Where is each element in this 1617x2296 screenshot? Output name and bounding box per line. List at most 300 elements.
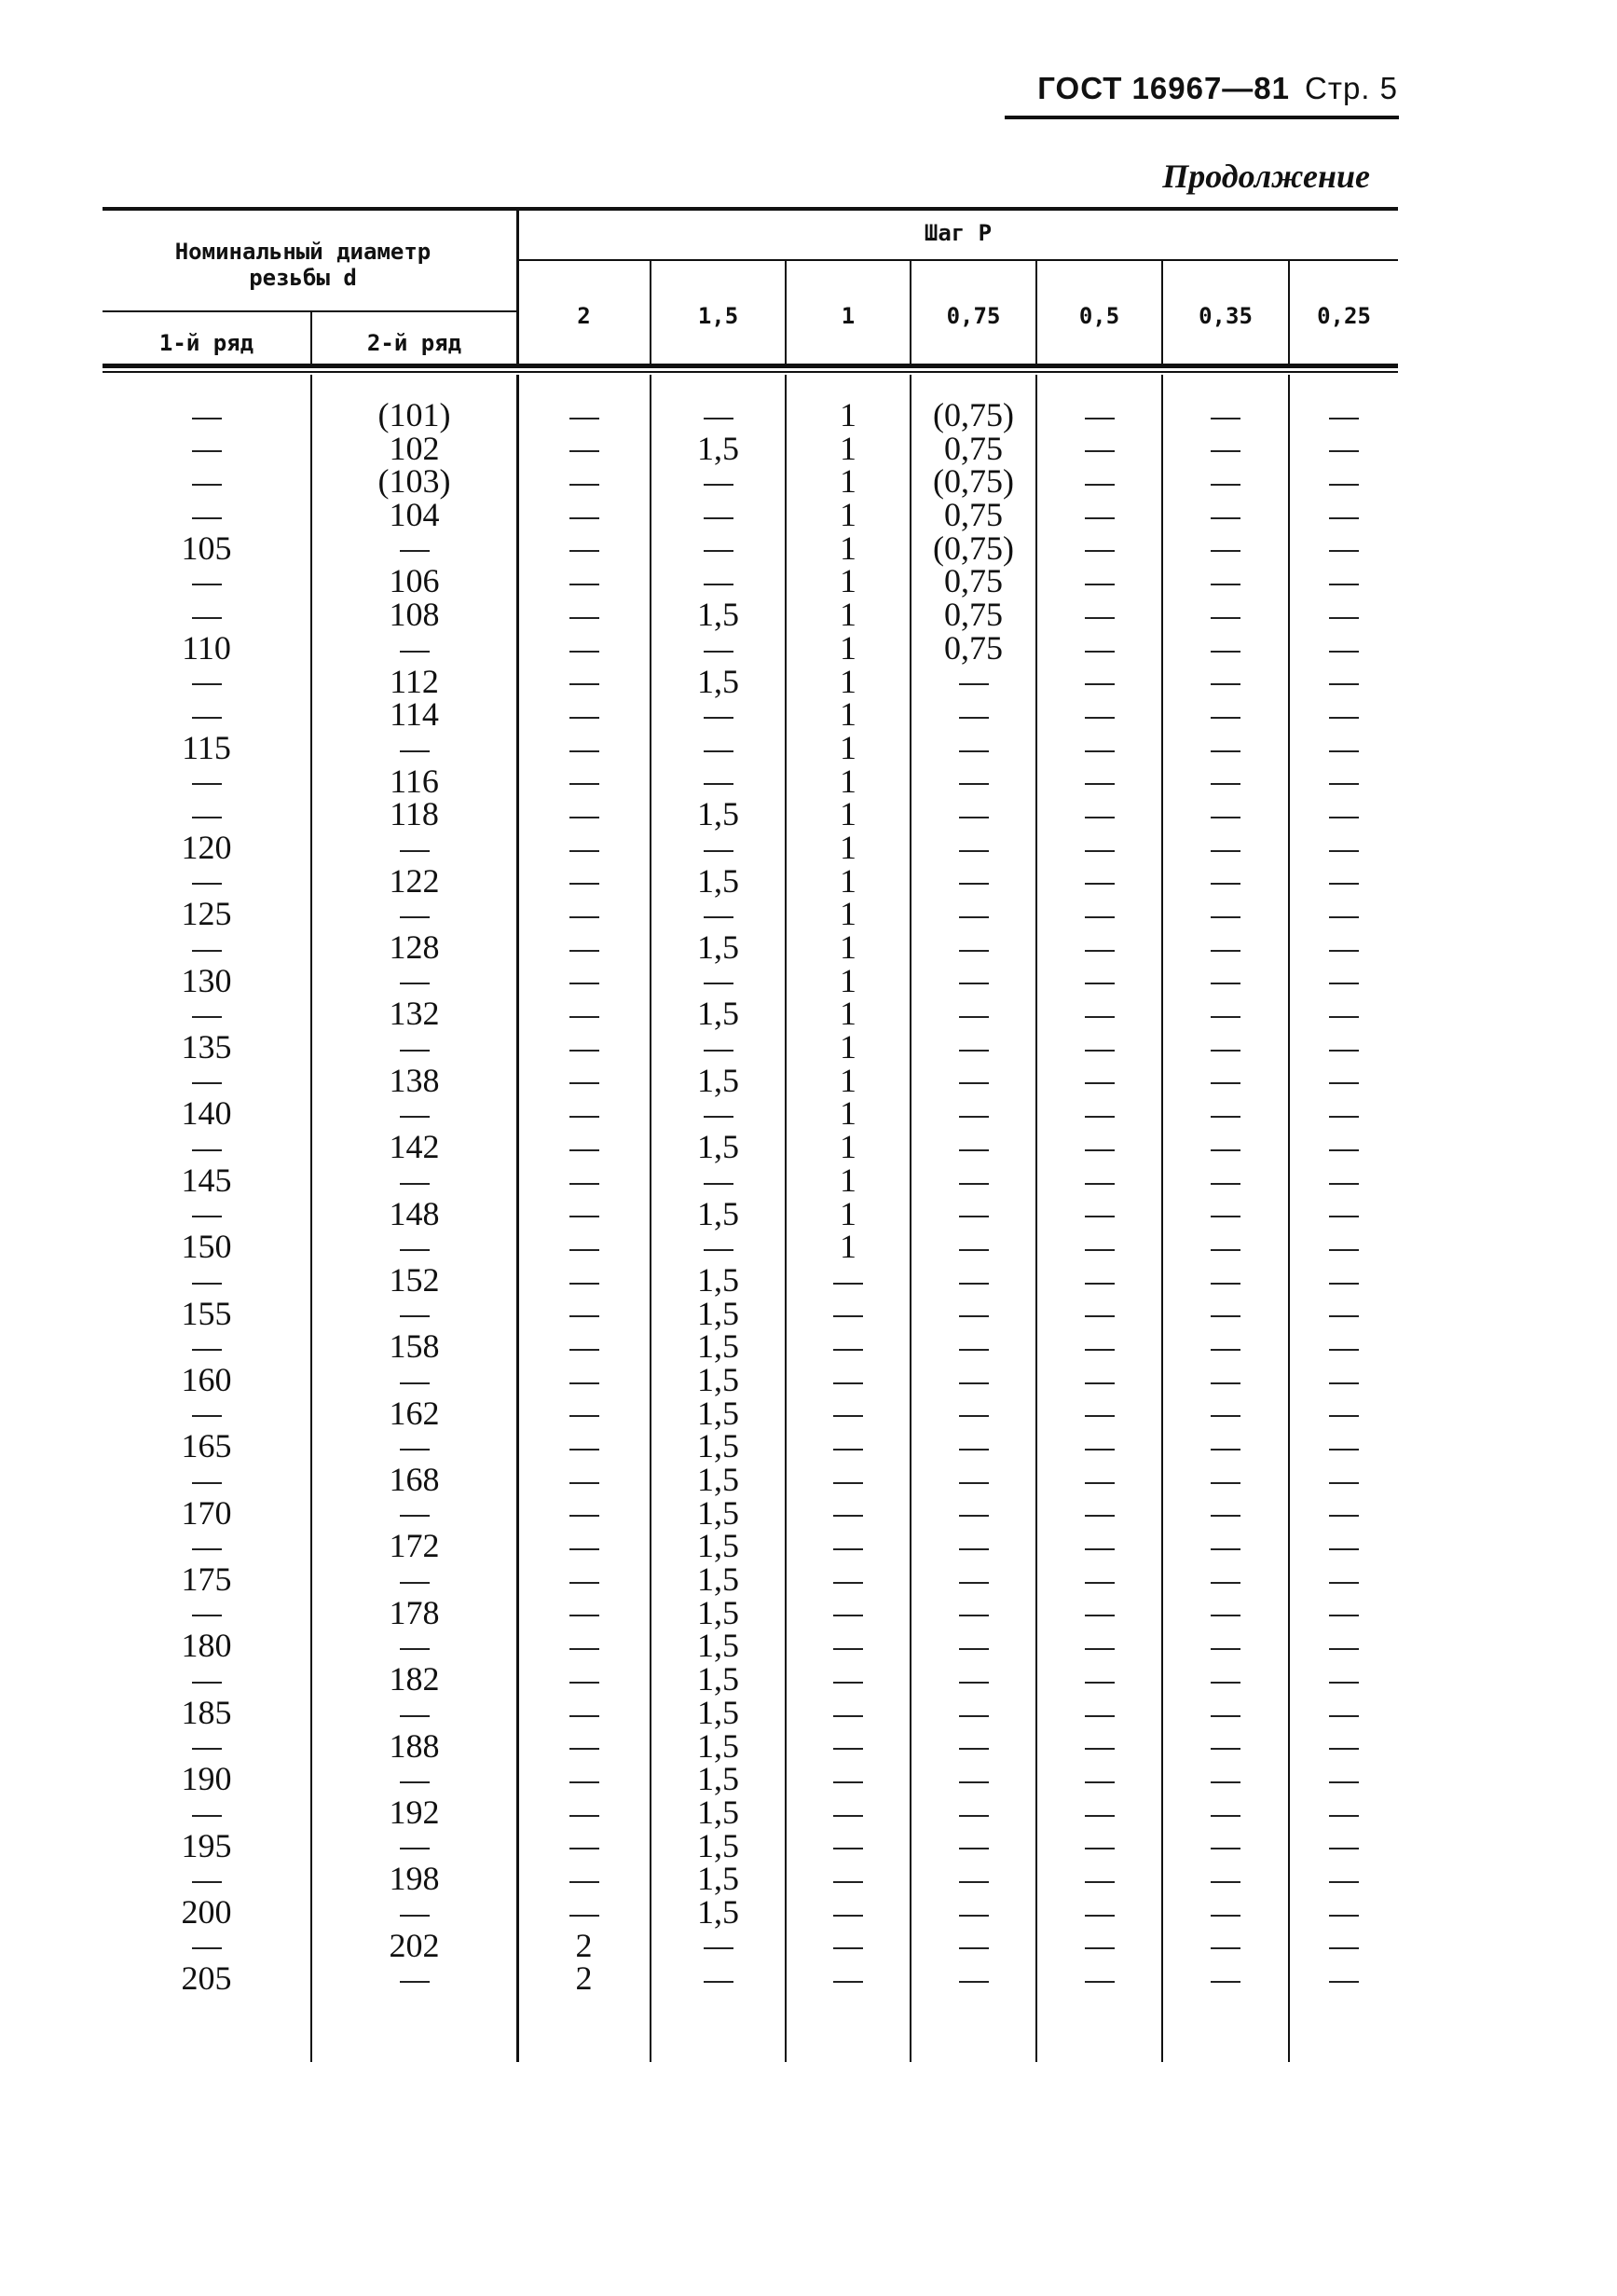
- table-cell: [959, 1697, 989, 1730]
- table-cell: [1211, 1597, 1240, 1630]
- dash-mark: [192, 1548, 222, 1550]
- dash-mark: [1085, 983, 1115, 984]
- table-cell: [1211, 1930, 1240, 1963]
- dash-mark: [192, 450, 222, 452]
- table-cell: [192, 997, 222, 1031]
- dash-mark: [959, 1216, 989, 1217]
- dash-mark: [1085, 1682, 1115, 1684]
- dash-mark: [569, 850, 599, 852]
- table-cell: [1085, 1298, 1115, 1331]
- table-cell: [569, 598, 599, 632]
- table-cell: [1211, 1464, 1240, 1497]
- table-cell: [1085, 1264, 1115, 1298]
- dash-mark: [1211, 683, 1240, 685]
- table-cell: [1211, 1763, 1240, 1796]
- dash-mark: [400, 1515, 430, 1517]
- dash-mark: [192, 817, 222, 818]
- table-cell: [704, 1097, 733, 1131]
- table-cell: [959, 931, 989, 965]
- dash-mark: [833, 1283, 863, 1285]
- dash-mark: [1211, 850, 1240, 852]
- table-cell: 130: [181, 961, 232, 999]
- table-cell: [1085, 1763, 1115, 1796]
- table-cell: [192, 499, 222, 532]
- table-cell: [959, 1065, 989, 1098]
- table-cell: [959, 1830, 989, 1863]
- dash-mark: [1211, 1315, 1240, 1317]
- dash-mark: [1329, 1715, 1359, 1717]
- table-cell: [959, 898, 989, 931]
- table-cell: [1085, 765, 1115, 799]
- dash-mark: [569, 1415, 599, 1417]
- table-cell: [1211, 1430, 1240, 1464]
- dash-mark: [1211, 1515, 1240, 1517]
- pitch-col-header: 0,35: [1199, 303, 1253, 329]
- dash-mark: [1211, 1283, 1240, 1285]
- row1-header: 1-й ряд: [158, 330, 254, 356]
- table-cell: [1329, 1962, 1359, 1996]
- table-cell: [959, 1198, 989, 1231]
- dash-mark: [1211, 1648, 1240, 1650]
- dash-mark: [1211, 484, 1240, 486]
- table-cell: 1: [840, 861, 856, 900]
- table-cell: [400, 1697, 430, 1730]
- table-cell: [1329, 1763, 1359, 1796]
- dash-mark: [1085, 1548, 1115, 1550]
- table-cell: [704, 565, 733, 598]
- table-cell: [833, 1863, 863, 1896]
- table-cell: 175: [181, 1560, 232, 1599]
- dash-mark: [1085, 883, 1115, 885]
- table-cell: [1211, 1563, 1240, 1597]
- table-cell: [1085, 832, 1115, 865]
- dash-mark: [192, 584, 222, 585]
- table-cell: [959, 1863, 989, 1896]
- table-cell: [1085, 1962, 1115, 1996]
- table-cell: [192, 931, 222, 965]
- table-cell: [192, 798, 222, 832]
- dash-mark: [959, 1781, 989, 1783]
- table-cell: [192, 1930, 222, 1963]
- table-cell: [1211, 1663, 1240, 1697]
- table-cell: [1211, 1830, 1240, 1863]
- pitch-col-header: 1,5: [697, 303, 739, 329]
- table-cell: 1: [840, 396, 856, 433]
- table-cell: [569, 1364, 599, 1397]
- dash-mark: [400, 1449, 430, 1450]
- table-cell: [959, 1430, 989, 1464]
- dash-mark: [400, 550, 430, 552]
- dash-mark: [569, 1915, 599, 1917]
- table-cell: [1085, 399, 1115, 433]
- table-cell: [569, 632, 599, 666]
- dash-mark: [959, 1415, 989, 1417]
- dash-mark: [1211, 450, 1240, 452]
- table-cell: (101): [377, 396, 451, 433]
- table-cell: 1,5: [697, 1760, 739, 1798]
- table-cell: [833, 1597, 863, 1630]
- table-cell: 108: [389, 596, 440, 634]
- table-cell: 1,5: [697, 1560, 739, 1599]
- dash-mark: [1329, 1781, 1359, 1783]
- dash-mark: [959, 750, 989, 752]
- table-cell: [704, 732, 733, 765]
- dash-mark: [569, 1848, 599, 1849]
- dash-mark: [192, 1881, 222, 1883]
- dash-mark: [569, 1016, 599, 1018]
- dash-mark: [192, 1283, 222, 1285]
- table-cell: [1329, 1863, 1359, 1896]
- table-cell: [704, 765, 733, 799]
- table-cell: [1085, 698, 1115, 732]
- dash-mark: [1085, 517, 1115, 519]
- table-cell: 1: [840, 1028, 856, 1066]
- dash-mark: [1085, 1249, 1115, 1251]
- table-cell: 1,5: [697, 1726, 739, 1765]
- dash-mark: [400, 1648, 430, 1650]
- pitch-col-header: 0,5: [1078, 303, 1120, 329]
- dash-mark: [569, 1482, 599, 1484]
- dash-mark: [569, 584, 599, 585]
- dash-mark: [569, 783, 599, 785]
- dash-mark: [959, 717, 989, 719]
- table-cell: [1329, 1330, 1359, 1364]
- dash-mark: [959, 1515, 989, 1517]
- dash-mark: [833, 1881, 863, 1883]
- dash-mark: [1329, 517, 1359, 519]
- table-cell: [569, 433, 599, 466]
- table-cell: [704, 499, 733, 532]
- dash-mark: [192, 1615, 222, 1616]
- dash-mark: [1329, 1082, 1359, 1084]
- dash-mark: [1211, 1615, 1240, 1616]
- dash-mark: [1329, 950, 1359, 952]
- dash-mark: [1211, 1781, 1240, 1783]
- table-cell: 180: [181, 1627, 232, 1665]
- table-cell: 1: [840, 1128, 856, 1166]
- dash-mark: [400, 1715, 430, 1717]
- dash-mark: [1329, 1881, 1359, 1883]
- table-cell: 1: [840, 795, 856, 833]
- table-cell: [569, 1198, 599, 1231]
- dash-mark: [1211, 1881, 1240, 1883]
- table-cell: [1329, 1663, 1359, 1697]
- dash-mark: [1211, 1116, 1240, 1118]
- dash-mark: [959, 1283, 989, 1285]
- dash-mark: [1211, 883, 1240, 885]
- dash-mark: [1211, 1915, 1240, 1917]
- dash-mark: [959, 950, 989, 952]
- table-cell: [959, 698, 989, 732]
- table-cell: [1085, 1164, 1115, 1198]
- table-cell: [1329, 1230, 1359, 1264]
- dash-mark: [569, 1449, 599, 1450]
- table-cell: [1329, 1131, 1359, 1164]
- table-cell: [1211, 399, 1240, 433]
- dash-mark: [1085, 617, 1115, 619]
- table-cell: 1,5: [697, 596, 739, 634]
- table-cell: [1329, 1031, 1359, 1065]
- table-cell: [833, 1830, 863, 1863]
- dash-mark: [1085, 418, 1115, 419]
- column-pitch-1-5: [651, 399, 785, 1996]
- table-cell: [833, 1896, 863, 1930]
- table-cell: 142: [389, 1128, 440, 1166]
- dash-mark: [400, 1582, 430, 1584]
- table-cell: [400, 732, 430, 765]
- table-cell: [959, 1962, 989, 1996]
- dash-mark: [1211, 1349, 1240, 1351]
- dash-mark: [959, 1249, 989, 1251]
- dash-mark: [1085, 1582, 1115, 1584]
- dash-mark: [400, 1781, 430, 1783]
- dash-mark: [1329, 983, 1359, 984]
- dash-mark: [1085, 1981, 1115, 1983]
- dash-mark: [1329, 1249, 1359, 1251]
- table-cell: [1085, 1198, 1115, 1231]
- table-cell: [1211, 1164, 1240, 1198]
- dash-mark: [1085, 1016, 1115, 1018]
- table-cell: [400, 1563, 430, 1597]
- dash-mark: [192, 1149, 222, 1151]
- table-cell: [569, 698, 599, 732]
- table-cell: [1085, 465, 1115, 499]
- table-cell: [959, 1730, 989, 1764]
- dash-mark: [833, 1748, 863, 1750]
- dash-mark: [1329, 450, 1359, 452]
- dash-mark: [1085, 1781, 1115, 1783]
- dash-mark: [1211, 950, 1240, 952]
- table-cell: [1085, 965, 1115, 998]
- dash-mark: [1329, 1482, 1359, 1484]
- table-cell: [1329, 732, 1359, 765]
- table-cell: 158: [389, 1327, 440, 1366]
- table-cell: [192, 1796, 222, 1830]
- table-cell: [1211, 1730, 1240, 1764]
- table-cell: [1085, 598, 1115, 632]
- table-cell: [1085, 1330, 1115, 1364]
- table-cell: [569, 997, 599, 1031]
- table-cell: 0,75: [944, 562, 1003, 600]
- dash-mark: [569, 617, 599, 619]
- dash-mark: [1085, 1947, 1115, 1949]
- dash-mark: [192, 1415, 222, 1417]
- dash-mark: [833, 1781, 863, 1783]
- table-cell: 195: [181, 1826, 232, 1864]
- table-cell: [959, 666, 989, 699]
- table-cell: [1211, 1697, 1240, 1730]
- table-cell: [1329, 997, 1359, 1031]
- dash-mark: [1085, 484, 1115, 486]
- table-cell: [704, 698, 733, 732]
- table-cell: [959, 1796, 989, 1830]
- dash-mark: [1329, 484, 1359, 486]
- table-cell: 114: [390, 695, 439, 734]
- dash-mark: [959, 817, 989, 818]
- table-cell: [192, 399, 222, 433]
- dash-mark: [569, 1682, 599, 1684]
- table-cell: 1,5: [697, 1892, 739, 1931]
- dash-mark: [192, 1482, 222, 1484]
- table-cell: [569, 532, 599, 566]
- table-cell: [192, 1065, 222, 1098]
- column-row2-diameter: [312, 396, 516, 1996]
- table-cell: [400, 1097, 430, 1131]
- dash-mark: [704, 1249, 733, 1251]
- table-cell: (0,75): [933, 529, 1014, 567]
- dash-mark: [833, 1449, 863, 1450]
- dash-mark: [569, 1149, 599, 1151]
- table-cell: [1211, 832, 1240, 865]
- table-cell: [833, 1763, 863, 1796]
- table-cell: [400, 1896, 430, 1930]
- table-cell: [704, 1031, 733, 1065]
- dash-mark: [1085, 1183, 1115, 1185]
- dash-mark: [569, 1715, 599, 1717]
- dash-mark: [1211, 1815, 1240, 1817]
- table-cell: [1211, 765, 1240, 799]
- dash-mark: [400, 1981, 430, 1983]
- dash-mark: [569, 950, 599, 952]
- dash-mark: [192, 517, 222, 519]
- table-cell: [704, 399, 733, 433]
- table-cell: [1329, 399, 1359, 433]
- dash-mark: [959, 1981, 989, 1983]
- table-cell: [959, 1097, 989, 1131]
- table-cell: [1329, 499, 1359, 532]
- dash-mark: [1211, 1482, 1240, 1484]
- table-cell: 1: [840, 762, 856, 800]
- dash-mark: [833, 1815, 863, 1817]
- table-cell: [959, 1663, 989, 1697]
- table-cell: [704, 532, 733, 566]
- dash-mark: [1085, 950, 1115, 952]
- table-cell: 1: [840, 1194, 856, 1232]
- table-cell: [959, 1298, 989, 1331]
- table-cell: 1: [840, 496, 856, 534]
- table-cell: 1: [840, 695, 856, 734]
- dash-mark: [959, 1682, 989, 1684]
- table-cell: 0,75: [944, 628, 1003, 667]
- table-cell: [1329, 1164, 1359, 1198]
- table-cell: 182: [389, 1660, 440, 1698]
- dash-mark: [569, 1216, 599, 1217]
- table-cell: 1: [840, 462, 856, 501]
- dash-mark: [1085, 750, 1115, 752]
- table-cell: 132: [389, 995, 440, 1033]
- table-cell: [959, 1629, 989, 1663]
- table-cell: [569, 1663, 599, 1697]
- table-cell: [1211, 1298, 1240, 1331]
- dash-mark: [704, 651, 733, 653]
- dash-mark: [1329, 1382, 1359, 1384]
- table-cell: [400, 1230, 430, 1264]
- table-cell: [1085, 499, 1115, 532]
- table-cell: 106: [389, 562, 440, 600]
- table-cell: [959, 1464, 989, 1497]
- table-cell: [1329, 632, 1359, 666]
- table-cell: [1211, 1962, 1240, 1996]
- table-cell: [959, 1397, 989, 1431]
- table-cell: [1211, 1230, 1240, 1264]
- dash-mark: [833, 1515, 863, 1517]
- table-cell: [1329, 565, 1359, 598]
- table-cell: [192, 1863, 222, 1896]
- table-cell: [1211, 1330, 1240, 1364]
- dash-mark: [833, 1582, 863, 1584]
- dash-mark: [959, 783, 989, 785]
- dash-mark: [1329, 584, 1359, 585]
- table-cell: [959, 832, 989, 865]
- dash-mark: [959, 1748, 989, 1750]
- table-cell: [1085, 1629, 1115, 1663]
- dash-mark: [569, 1082, 599, 1084]
- table-cell: 168: [389, 1461, 440, 1498]
- table-cell: [1329, 798, 1359, 832]
- table-cell: [192, 1597, 222, 1630]
- dash-mark: [400, 1915, 430, 1917]
- dash-mark: [1329, 1116, 1359, 1118]
- dash-mark: [1085, 1149, 1115, 1151]
- table-cell: 1,5: [697, 429, 739, 467]
- table-cell: [192, 433, 222, 466]
- table-cell: [1085, 1830, 1115, 1863]
- table-cell: [1085, 898, 1115, 931]
- dash-mark: [1211, 717, 1240, 719]
- table-cell: [833, 1364, 863, 1397]
- table-cell: [959, 765, 989, 799]
- dash-mark: [959, 1582, 989, 1584]
- table-cell: 1,5: [697, 1128, 739, 1166]
- table-cell: [1085, 1097, 1115, 1131]
- table-cell: [192, 465, 222, 499]
- table-cell: [1085, 1430, 1115, 1464]
- table-cell: 105: [181, 529, 232, 567]
- table-cell: [833, 1298, 863, 1331]
- dash-mark: [1211, 1947, 1240, 1949]
- table-cell: [569, 965, 599, 998]
- dash-mark: [400, 1183, 430, 1185]
- table-cell: 140: [181, 1094, 232, 1133]
- table-cell: [1329, 1198, 1359, 1231]
- standard-code: ГОСТ 16967—81: [1037, 71, 1290, 105]
- table-cell: [192, 765, 222, 799]
- table-cell: [1329, 765, 1359, 799]
- table-cell: [1211, 1364, 1240, 1397]
- dash-mark: [1085, 916, 1115, 918]
- dash-mark: [1211, 1382, 1240, 1384]
- dash-mark: [704, 584, 733, 585]
- table-cell: [1085, 1230, 1115, 1264]
- dash-mark: [1211, 817, 1240, 818]
- table-cell: 104: [389, 496, 440, 534]
- table-cell: [1329, 1397, 1359, 1431]
- dash-mark: [1329, 550, 1359, 552]
- table-cell: [1211, 632, 1240, 666]
- table-cell: [1211, 1896, 1240, 1930]
- dash-mark: [1329, 1548, 1359, 1550]
- table-cell: [400, 1962, 430, 1996]
- dash-mark: [400, 983, 430, 984]
- dash-mark: [959, 1947, 989, 1949]
- table-cell: [569, 399, 599, 433]
- dash-mark: [1211, 916, 1240, 918]
- dash-mark: [1085, 651, 1115, 653]
- table-cell: [1211, 1031, 1240, 1065]
- column-pitch-1: [787, 396, 910, 1996]
- dash-mark: [1329, 850, 1359, 852]
- dash-mark: [1329, 1648, 1359, 1650]
